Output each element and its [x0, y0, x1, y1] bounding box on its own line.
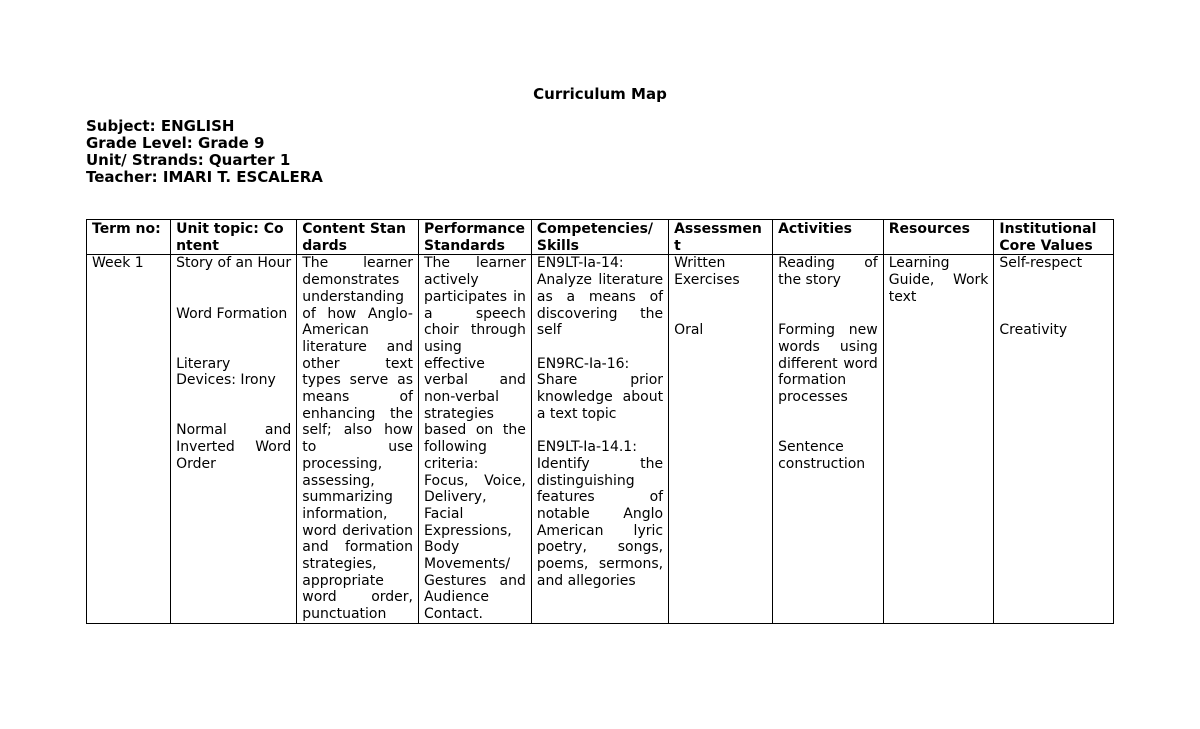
cell-activities [773, 255, 884, 623]
activity-item: Forming new words using different word formation processes [778, 322, 878, 406]
subject-line: Subject: ENGLISH [86, 117, 235, 135]
unit-topic-item: Normal and Inverted Word Order [176, 422, 292, 472]
cell-assessment [669, 255, 773, 623]
unit-strands-line: Unit/ Strands: Quarter 1 [86, 151, 291, 169]
cell-content-standards: The learner demonstrates understanding of how Anglo-American literature and other text types serve as means of enhancing the self; also how to use processing, assessing, summarizing information, word derivation and formation strategies, appropriate word order, punctuation [297, 255, 419, 623]
assessment-item: Oral [674, 322, 704, 339]
cell-resources: Learning Guide, Work text [883, 255, 994, 623]
activity-item: Sentence construction [778, 439, 866, 472]
header-unit-topic: Unit topic: Content [171, 220, 297, 255]
assessment-item: Written Exercises [674, 255, 740, 289]
header-term: Term no: [87, 220, 171, 255]
activity-item: Reading of the story [778, 255, 878, 289]
header-activities: Activities [773, 220, 884, 255]
table-header-row [87, 220, 1114, 255]
grade-level-line: Grade Level: Grade 9 [86, 134, 265, 152]
cell-unit-topics [171, 255, 297, 623]
cell-core-values [994, 255, 1114, 623]
table-row [87, 255, 1114, 623]
unit-topic-item: Literary Devices: Irony [176, 355, 276, 389]
header-competencies: Competencies/ Skills [531, 220, 668, 255]
header-assessment: Assessment [669, 220, 773, 255]
header-resources: Resources [883, 220, 994, 255]
header-core-values: Institutional Core Values [994, 220, 1114, 255]
unit-topic-item: Story of an Hour [176, 255, 292, 272]
teacher-line: Teacher: IMARI T. ESCALERA [86, 168, 323, 186]
cell-competencies [531, 255, 668, 623]
curriculum-map-table [86, 219, 1114, 624]
header-performance-standards: Performance Standards [418, 220, 531, 255]
cell-term: Week 1 [87, 255, 171, 623]
competency-item: EN9LT-Ia-14.1: Identify the distinguishing features of notable Anglo American lyric poetry, songs, poems, sermons, and allegories [536, 439, 664, 589]
document-title: Curriculum Map [533, 85, 667, 103]
competency-item: EN9RC-Ia-16: Share prior knowledge about a text topic [536, 355, 664, 422]
core-value-item: Self-respect [999, 255, 1083, 272]
cell-performance-standards: The learner actively participates in a speech choir through using effective verbal and non-verbal strategies based on the following criteria: Focus, Voice, Delivery, Facial Expressions, Body Movements/ Gestures and Audience Contact. [418, 255, 531, 623]
header-content-standards: Content Standards [297, 220, 419, 255]
document-meta [86, 118, 323, 186]
competency-item: EN9LT-Ia-14: Analyze literature as a means of discovering the self [536, 255, 664, 339]
unit-topic-item: Word Formation [176, 305, 288, 322]
core-value-item: Creativity [999, 322, 1068, 339]
